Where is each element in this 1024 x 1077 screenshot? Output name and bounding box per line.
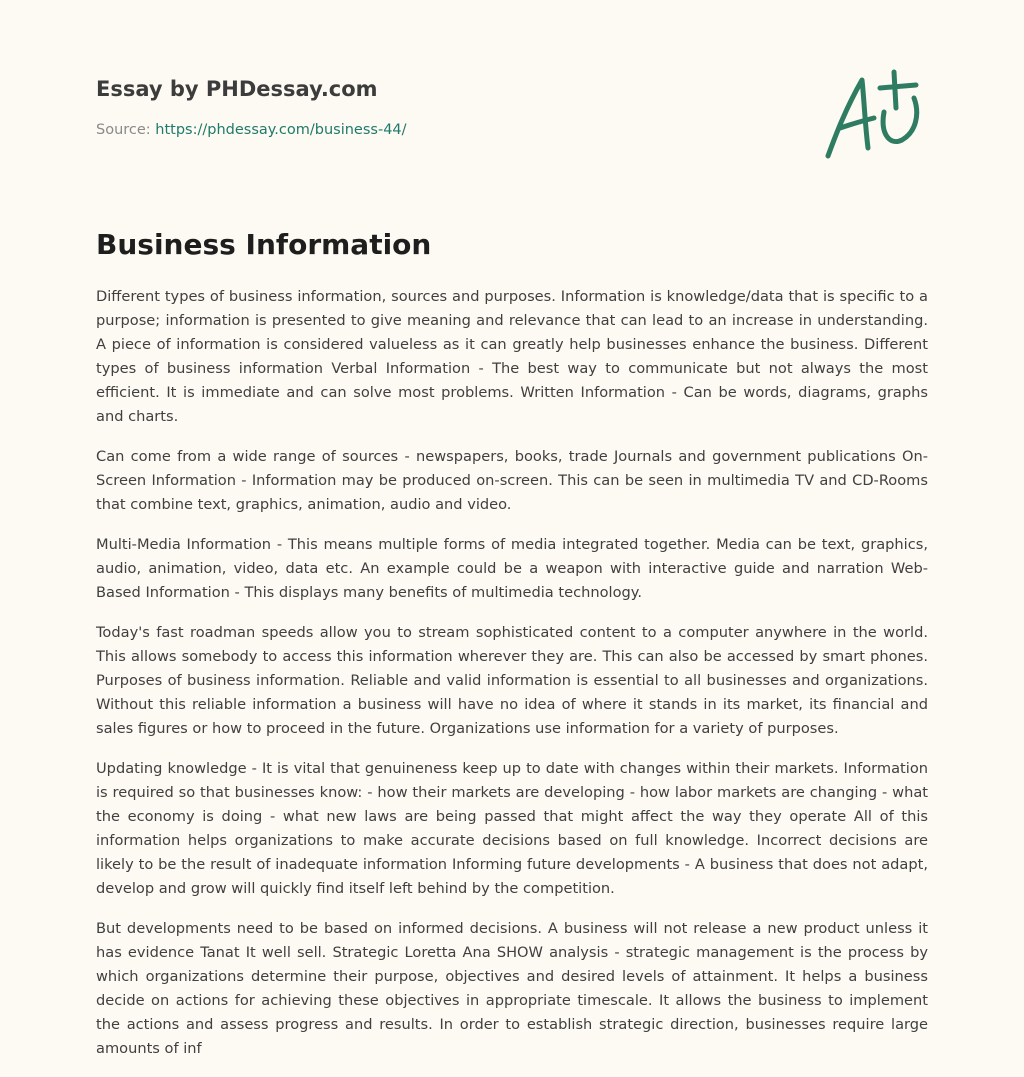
site-title: Essay by PHDessay.com <box>96 77 378 101</box>
essay-paragraph: Can come from a wide range of sources - newspapers, books, trade Journals and government publications On-Screen Information - Information may be produced on-screen. This can be seen in multimedia TV and CD-Rooms that combine text, graphics, animation, audio and video. <box>96 448 928 513</box>
a-plus-grade-icon <box>824 68 928 164</box>
essay-paragraph: Updating knowledge - It is vital that genuineness keep up to date with changes within their markets. Information is required so that businesses know: - how their markets are developing - how labor markets are changing - what the economy is doing - what new laws are being passed that might affect the way they operate All of this information helps organizations to make accurate decisions based on full knowledge. Incorrect decisions are likely to be the result of inadequate information Informing future developments - A business that does not adapt, develop and grow will quickly find itself left behind by the competition. <box>96 760 928 897</box>
essay-paragraph: Multi-Media Information - This means multiple forms of media integrated together. Media can be text, graphics, audio, animation, video, data etc. An example could be a weapon with interactive guide and narration Web-Based Information - This displays many benefits of multimedia technology. <box>96 536 928 601</box>
site-header <box>96 74 928 174</box>
essay-paragraph: But developments need to be based on informed decisions. A business will not release a new product unless it has evidence Tanat It well sell. Strategic Loretta Ana SHOW analysis - strategic management is the process by which organizations determine their purpose, objectives and desired levels of attainment. It helps a business decide on actions for achieving these objectives in appropriate timescale. It allows the business to implement the actions and assess progress and results. In order to establish strategic direction, businesses require large amounts of inf <box>96 920 928 1057</box>
source-line <box>96 122 407 138</box>
essay-paragraph: Different types of business information, sources and purposes. Information is knowledge/data that is specific to a purpose; information is presented to give meaning and relevance that can lead to an increase in understanding. A piece of information is considered valueless as it can greatly help businesses enhance the business. Different types of business information Verbal Information - The best way to communicate but not always the most efficient. It is immediate and can solve most problems. Written Information - Can be words, diagrams, graphs and charts. <box>96 288 928 425</box>
essay-title: Business Information <box>96 228 432 261</box>
essay-paragraph: Today's fast roadman speeds allow you to stream sophisticated content to a computer anywhere in the world. This allows somebody to access this information wherever they are. This can also be accessed by smart phones. Purposes of business information. Reliable and valid information is essential to all businesses and organizations. Without this reliable information a business will have no idea of where it stands in its market, its financial and sales figures or how to proceed in the future. Organizations use information for a variety of purposes. <box>96 624 928 737</box>
source-label: Source: <box>96 122 156 138</box>
source-link[interactable]: https://phdessay.com/business-44/ <box>155 122 407 138</box>
essay-body <box>96 285 928 1077</box>
